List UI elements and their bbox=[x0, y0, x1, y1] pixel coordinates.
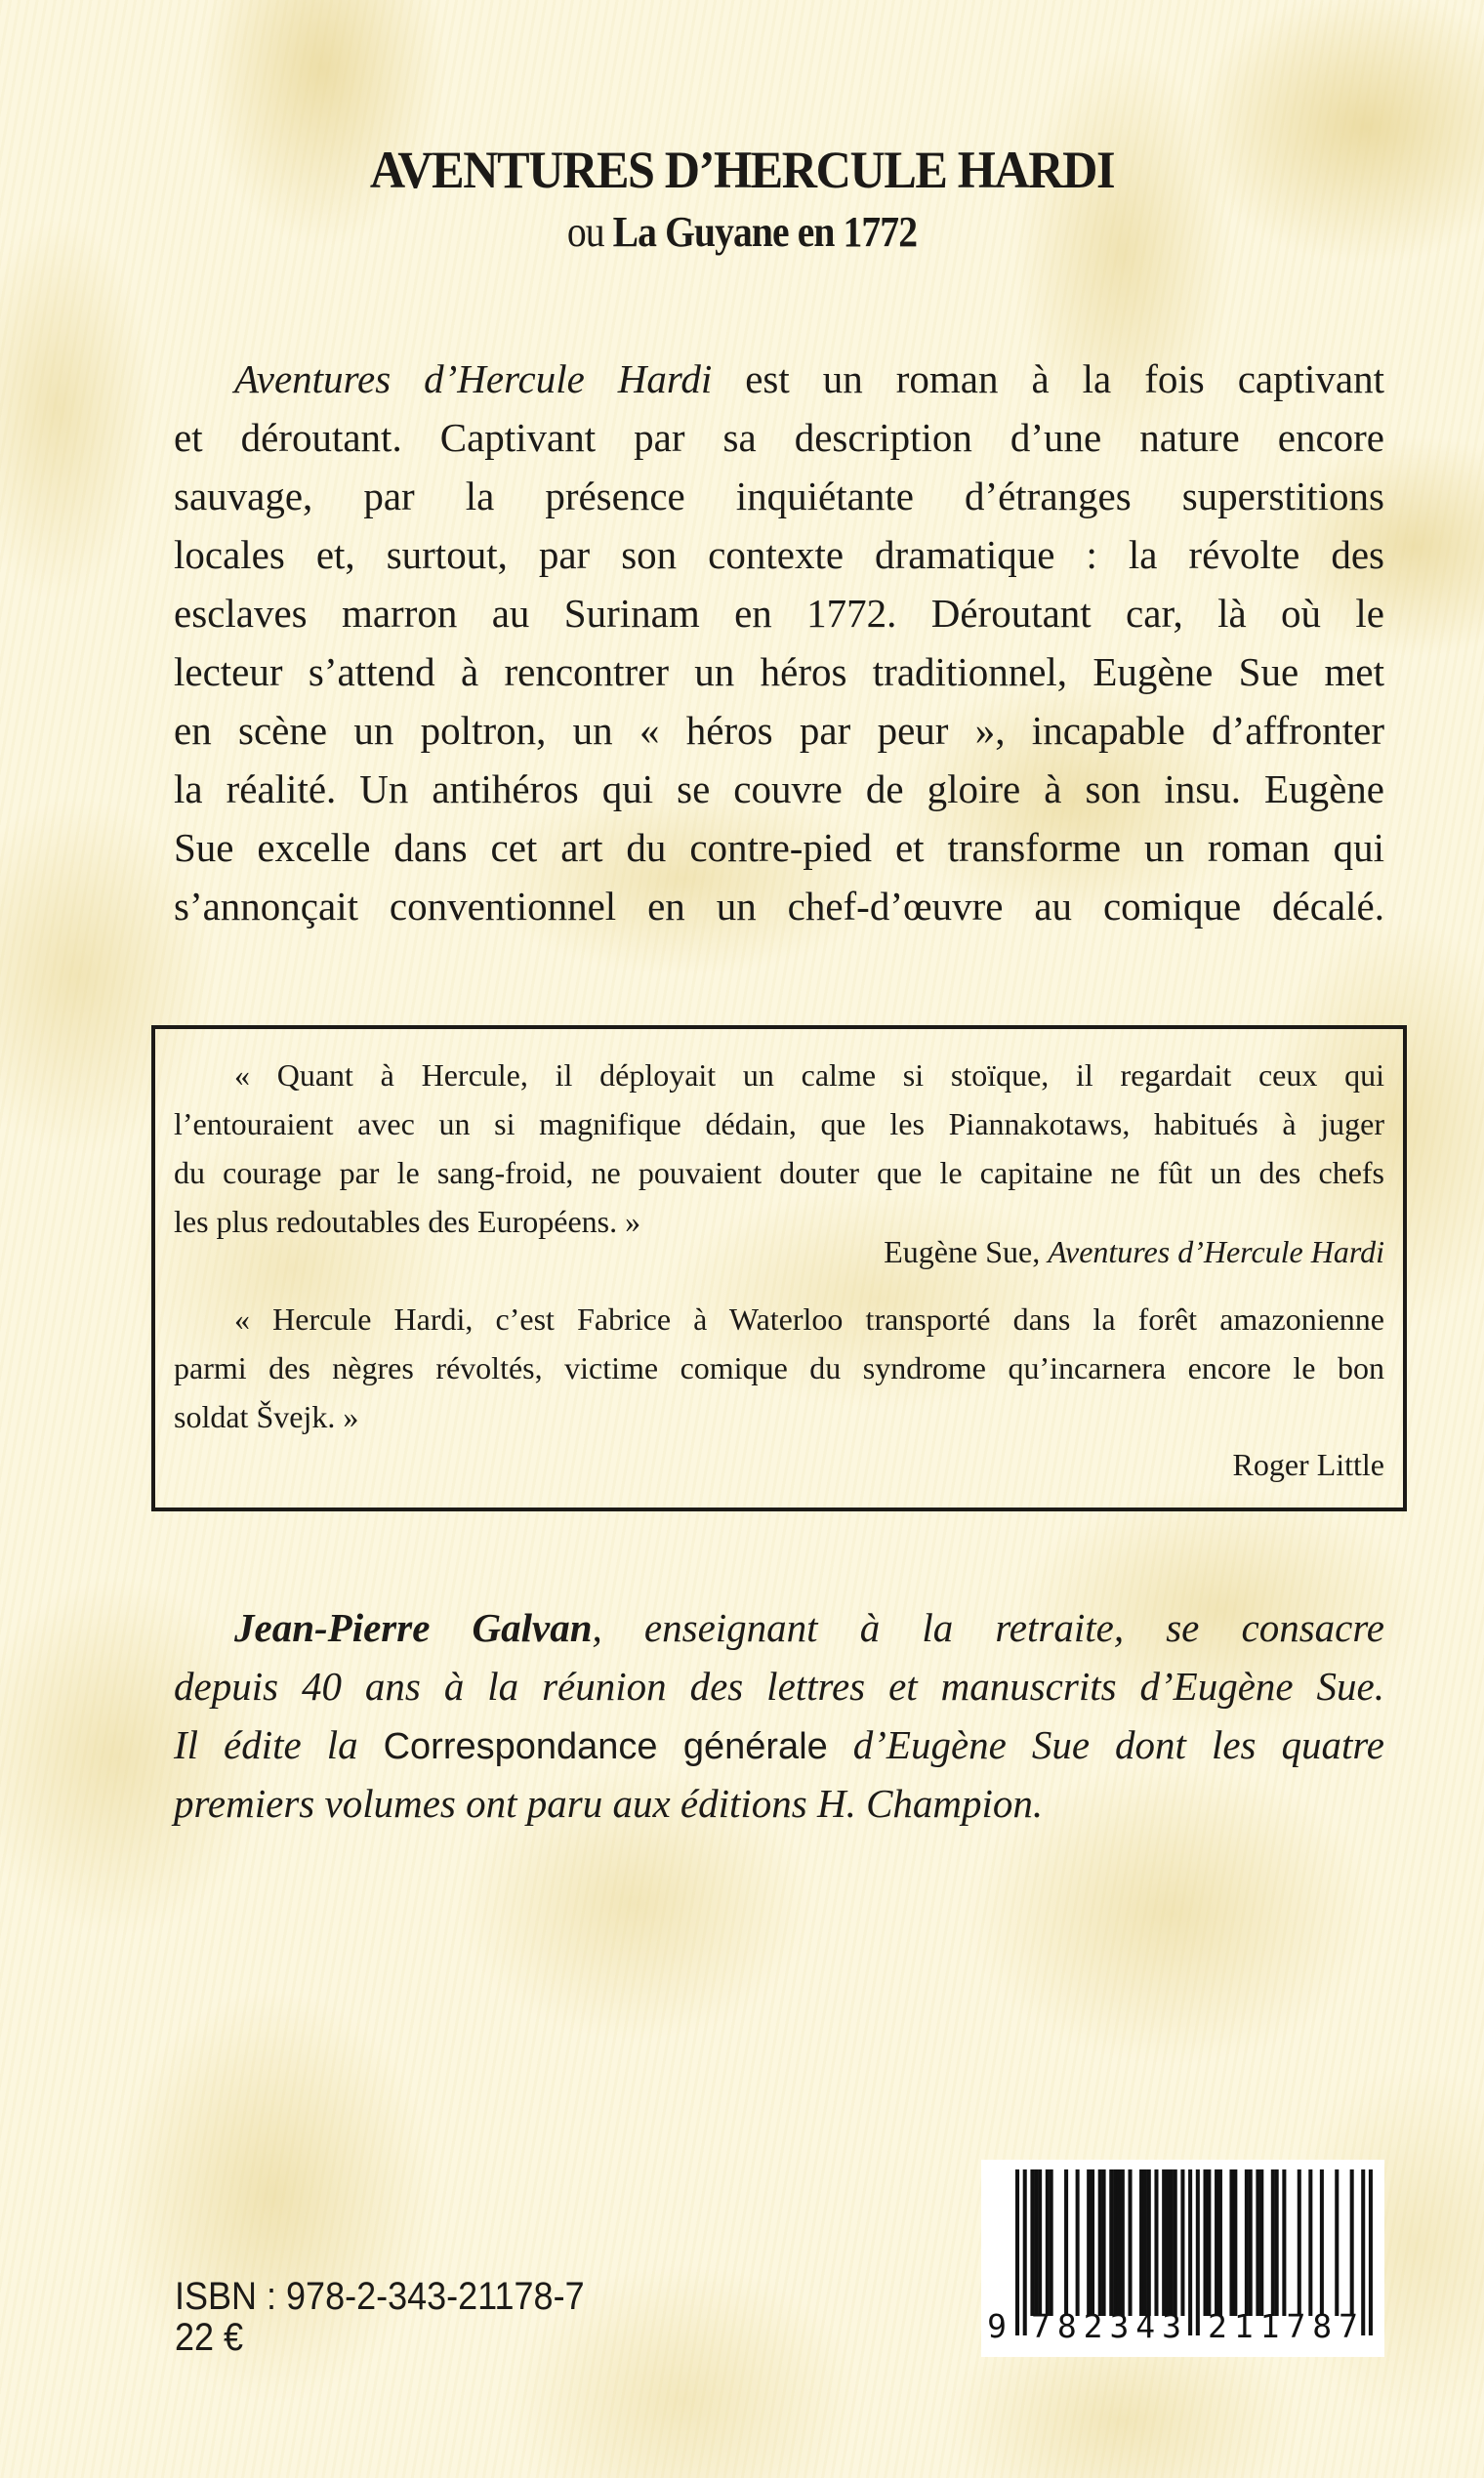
svg-text:211787: 211787 bbox=[1208, 2307, 1358, 2345]
isbn-label: ISBN : 978-2-343-21178-7 bbox=[175, 2275, 585, 2318]
text-run: Sue excelle dans cet art du contre-pied et transforme un roman qui bbox=[174, 825, 1384, 870]
subtitle-prefix: ou bbox=[566, 208, 613, 256]
text-line bbox=[174, 701, 1384, 760]
text-run: Il édite la bbox=[174, 1722, 384, 1767]
text-line bbox=[174, 1598, 1384, 1657]
quote-attribution-roger-little bbox=[174, 1445, 1384, 1484]
text-run: et déroutant. Captivant par sa description d’une nature encore bbox=[174, 415, 1384, 460]
quote-roger-little bbox=[174, 1295, 1384, 1441]
text-line bbox=[174, 1715, 1384, 1774]
summary-paragraph bbox=[174, 350, 1384, 935]
text-run: est un roman à la fois captivant bbox=[712, 356, 1384, 401]
text-line bbox=[174, 642, 1384, 701]
attribution-work: Aventures d’Hercule Hardi bbox=[1048, 1234, 1384, 1269]
text-run: « Quant à Hercule, il déployait un calme si stoïque, il regardait ceux qui bbox=[234, 1057, 1384, 1093]
text-line bbox=[174, 877, 1384, 935]
price-label: 22 € bbox=[175, 2316, 244, 2359]
text-line bbox=[174, 1774, 1384, 1833]
text-run: du courage par le sang-froid, ne pouvaient douter que le capitaine ne fût un des chefs bbox=[174, 1155, 1384, 1190]
work-title: Correspondance générale bbox=[383, 1726, 828, 1767]
text-run: esclaves marron au Surinam en 1772. Déroutant car, là où le bbox=[174, 591, 1384, 636]
text-line bbox=[174, 1657, 1384, 1715]
text-run: sauvage, par la présence inquiétante d’étranges superstitions bbox=[174, 474, 1384, 518]
italic-title: Aventures d’Hercule Hardi bbox=[234, 356, 713, 401]
text-line bbox=[174, 584, 1384, 642]
text-run: « Hercule Hardi, c’est Fabrice à Waterloo transporté dans la forêt amazonienne bbox=[234, 1301, 1384, 1337]
text-run: la réalité. Un antihéros qui se couvre de gloire à son insu. Eugène bbox=[174, 766, 1384, 811]
text-run: parmi des nègres révoltés, victime comique du syndrome qu’incarnera encore le bon bbox=[174, 1350, 1384, 1385]
author-bio bbox=[174, 1598, 1384, 1833]
text-line bbox=[174, 467, 1384, 525]
svg-text:782343: 782343 bbox=[1031, 2307, 1181, 2345]
author-name: Jean-Pierre Galvan bbox=[234, 1605, 593, 1650]
text-run: soldat Švejk. » bbox=[174, 1399, 359, 1434]
svg-text:9: 9 bbox=[987, 2307, 1007, 2345]
book-subtitle bbox=[74, 209, 1410, 256]
text-run: locales et, surtout, par son contexte dramatique : la révolte des bbox=[174, 532, 1384, 577]
isbn-barcode bbox=[981, 2160, 1384, 2357]
text-run: les plus redoutables des Européens. » bbox=[174, 1204, 641, 1239]
subtitle-main: La Guyane en 1772 bbox=[612, 208, 918, 256]
attribution-author: Roger Little bbox=[1232, 1447, 1384, 1482]
text-line bbox=[174, 1295, 1384, 1343]
text-line bbox=[174, 1343, 1384, 1392]
text-run: d’Eugène Sue dont les quatre bbox=[827, 1722, 1385, 1767]
text-run: l’entouraient avec un si magnifique dédain, que les Piannakotaws, habitués à juger bbox=[174, 1106, 1384, 1141]
text-run: premiers volumes ont paru aux éditions H. Champion. bbox=[174, 1781, 1044, 1826]
attribution-author: Eugène Sue, bbox=[884, 1234, 1049, 1269]
text-line bbox=[174, 1148, 1384, 1197]
text-run: s’annonçait conventionnel en un chef-d’œuvre au comique décalé. bbox=[174, 884, 1384, 929]
text-run: en scène un poltron, un « héros par peur », incapable d’affronter bbox=[174, 708, 1384, 753]
text-line bbox=[174, 818, 1384, 877]
text-line bbox=[174, 1051, 1384, 1099]
text-line bbox=[174, 1099, 1384, 1148]
barcode-icon bbox=[981, 2160, 1384, 2357]
text-line bbox=[174, 408, 1384, 467]
text-run: lecteur s’attend à rencontrer un héros traditionnel, Eugène Sue met bbox=[174, 649, 1384, 694]
text-line bbox=[174, 1392, 1384, 1441]
text-run: depuis 40 ans à la réunion des lettres et manuscrits d’Eugène Sue. bbox=[174, 1664, 1384, 1709]
text-line bbox=[174, 350, 1384, 408]
quote-eugene-sue bbox=[174, 1051, 1384, 1246]
text-line bbox=[174, 525, 1384, 584]
text-line bbox=[174, 760, 1384, 818]
text-run: , enseignant à la retraite, se consacre bbox=[592, 1605, 1384, 1650]
quote-attribution-eugene-sue bbox=[174, 1232, 1384, 1271]
book-title: AVENTURES D’HERCULE HARDI bbox=[369, 141, 1115, 199]
